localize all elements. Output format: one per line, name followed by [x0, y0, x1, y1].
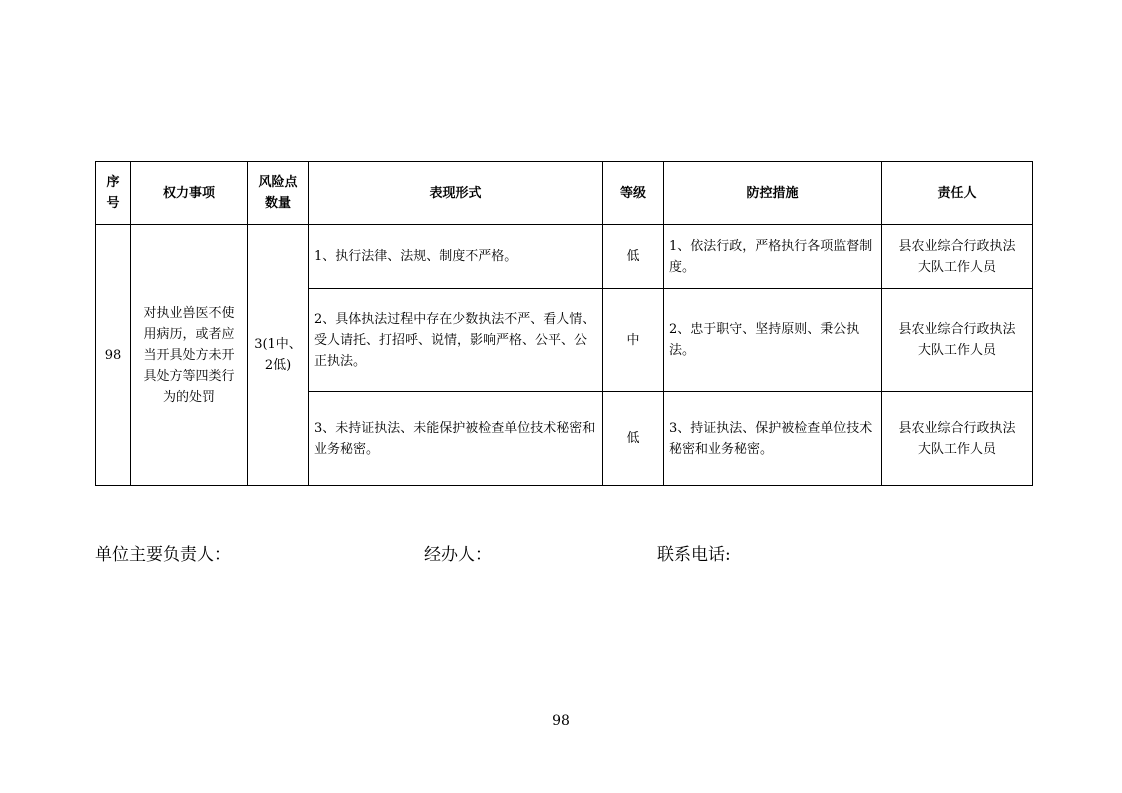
- risk-person: 县农业综合行政执法大队工作人员: [882, 225, 1033, 289]
- risk-person: 县农业综合行政执法大队工作人员: [882, 392, 1033, 486]
- risk-level: 低: [603, 225, 664, 289]
- header-form: 表现形式: [309, 162, 603, 225]
- risk-table: [95, 161, 1033, 486]
- risk-level: 低: [603, 392, 664, 486]
- risk-measure: 3、持证执法、保护被检查单位技术秘密和业务秘密。: [664, 392, 882, 486]
- table-row: [96, 225, 1033, 289]
- entry-item: 对执业兽医不使用病历，或者应当开具处方未开具处方等四类行为的处罚: [131, 225, 248, 486]
- risk-form: 2、具体执法过程中存在少数执法不严、看人情、受人请托、打招呼、说情，影响严格、公平、公正执法。: [309, 289, 603, 392]
- header-measures: 防控措施: [664, 162, 882, 225]
- phone-label: 联系电话:: [657, 545, 731, 565]
- risk-person: 县农业综合行政执法大队工作人员: [882, 289, 1033, 392]
- header-person: 责任人: [882, 162, 1033, 225]
- risk-form: 3、未持证执法、未能保护被检查单位技术秘密和业务秘密。: [309, 392, 603, 486]
- header-row: [96, 162, 1033, 225]
- handler-signature-label: 经办人：: [424, 545, 492, 565]
- page-number: 98: [552, 713, 570, 729]
- header-item: 权力事项: [131, 162, 248, 225]
- header-seq: 序号: [96, 162, 131, 225]
- entry-count: 3(1中、2低): [248, 225, 309, 486]
- risk-measure: 2、忠于职守、坚持原则、秉公执法。: [664, 289, 882, 392]
- header-level: 等级: [603, 162, 664, 225]
- leader-signature-label: 单位主要负责人：: [95, 545, 231, 565]
- risk-measure: 1、依法行政，严格执行各项监督制度。: [664, 225, 882, 289]
- risk-form: 1、执行法律、法规、制度不严格。: [309, 225, 603, 289]
- risk-level: 中: [603, 289, 664, 392]
- entry-seq: 98: [96, 225, 131, 486]
- header-count: 风险点数量: [248, 162, 309, 225]
